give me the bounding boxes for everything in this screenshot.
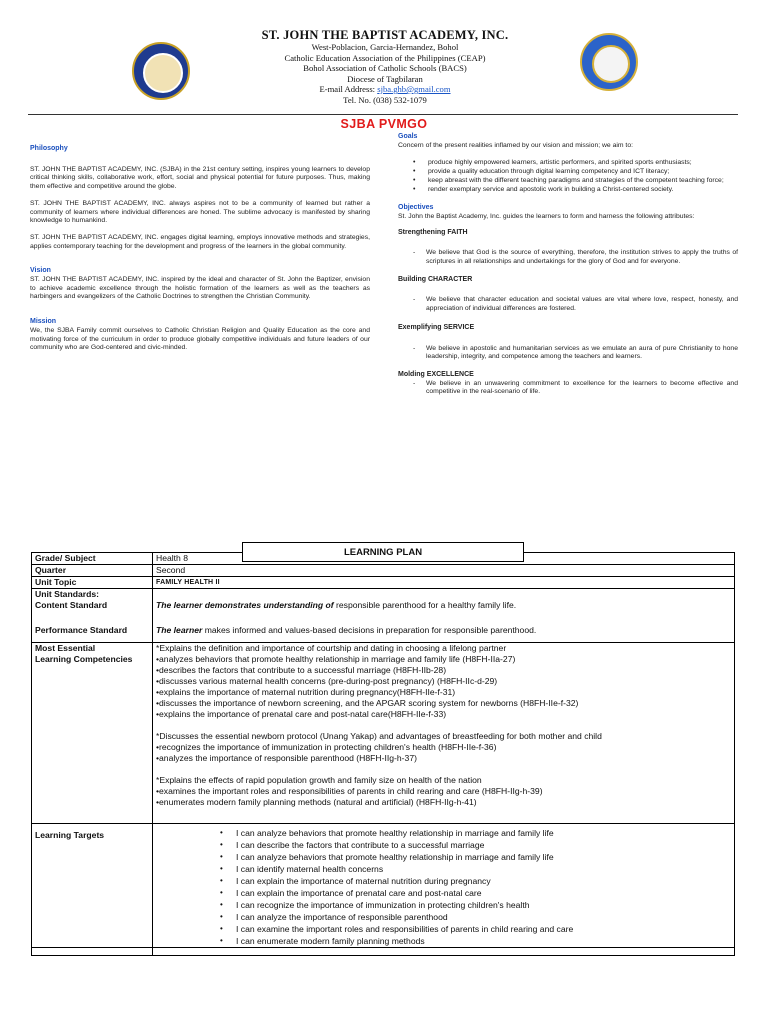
grade-subject-value: Health 8	[153, 553, 735, 565]
diocese-line: Diocese of Tagbilaran	[347, 73, 423, 84]
attribute-heading: Exemplifying SERVICE	[398, 323, 475, 331]
school-seal-left	[132, 42, 190, 100]
left-column	[30, 145, 370, 353]
affiliation-line: Catholic Education Association of the Philippines (CEAP)	[284, 52, 486, 63]
quarter-value: Second	[153, 565, 735, 577]
melc-item: *Discusses the essential newborn protocol (Unang Yakap) and advantages of breastfeeding for both mother and child	[156, 731, 602, 741]
quarter-label: Quarter	[32, 565, 153, 577]
affiliation-line: Bohol Association of Catholic Schools (BACS)	[303, 63, 467, 73]
content-standard-text	[156, 600, 731, 611]
melc-item: •analyzes behaviors that promote healthy relationship in marriage and family life (H8FH-IIa-27)	[156, 654, 516, 664]
unit-standards-label	[32, 589, 153, 643]
performance-standard-label: Performance Standard	[35, 625, 128, 635]
attribute-text: - We believe that God is the source of everything, therefore, the institution strives to apply the truths of scriptures in all relationships and undertakings for the glory of God and for everyone.	[398, 249, 738, 266]
school-name: ST. JOHN THE BAPTIST ACADEMY, INC.	[261, 28, 509, 42]
school-seal-right	[580, 33, 638, 91]
attribute-heading: Molding EXCELLENCE	[398, 370, 474, 378]
objectives-heading: Objectives	[398, 204, 434, 212]
objectives-intro: St. John the Baptist Academy, Inc. guides the learners to form and harness the following attributes:	[398, 212, 695, 220]
right-column	[398, 133, 738, 397]
melc-item: •enumerates modern family planning methods (natural and artificial) (H8FH-IIg-h-41)	[156, 797, 477, 807]
philosophy-paragraph: ST. JOHN THE BAPTIST ACADEMY, INC. (SJBA) in the 21st century setting, inspires young learners to develop critical thinking skills, collaborative work, effort, social and physical potential for future purposes. Thus, making them effective and competitive around the globe.	[30, 165, 370, 191]
table-row	[32, 577, 735, 589]
attribute-text: - We believe in apostolic and humanitarian services as we emulate an aura of pure Christianity to hone leadership, integrity, and competence among the teachers and learners.	[398, 345, 738, 362]
list-item: • I can describe the factors that contribute to a successful marriage	[218, 839, 731, 851]
goal-item: • produce highly empowered learners, artistic performers, and spirited sports enthusiasts;	[398, 159, 738, 168]
list-item: • I can explain the importance of prenatal care and post-natal care	[218, 887, 731, 899]
table-row	[32, 565, 735, 577]
vision-heading: Vision	[30, 267, 51, 275]
pvmgo-title: SJBA PVMGO	[340, 117, 428, 131]
attribute-text: - We believe in an unwavering commitment to excellence for the learners to become effective and competitive in the real-scenario of life.	[398, 380, 738, 397]
empty-cell	[32, 948, 153, 956]
address-line: West-Poblacion, Garcia-Hernandez, Bohol	[311, 42, 459, 52]
grade-subject-label: Grade/ Subject	[32, 553, 153, 565]
list-item: • I can analyze behaviors that promote healthy relationship in marriage and family life	[218, 827, 731, 839]
header-divider	[28, 114, 738, 115]
melc-item: •explains the importance of prenatal care and post-natal care(H8FH-IIe-f-33)	[156, 709, 447, 719]
melc-item: •analyzes the importance of responsible parenthood (H8FH-IIg-h-37)	[156, 753, 417, 763]
melc-item: •recognizes the importance of immunization in protecting children's health (H8FH-IIe-f-36)	[156, 742, 497, 752]
melc-label	[32, 643, 153, 824]
table-row	[32, 589, 735, 643]
school-address-block	[220, 42, 550, 105]
content-standard-lead: The learner demonstrates understanding of	[156, 600, 334, 610]
goal-item: • render exemplary service and apostolic work in building a Christ-centered society.	[398, 186, 738, 195]
content-standard-label: Content Standard	[35, 600, 108, 610]
goals-heading: Goals	[398, 133, 418, 140]
performance-standard-lead: The learner	[156, 625, 203, 635]
learning-targets-cell	[153, 824, 735, 948]
vision-text: ST. JOHN THE BAPTIST ACADEMY, INC. inspired by the ideal and character of St. John the Baptizer, envision to achieve academic excellence through the holistic formation of the learners as well as the teachers as harbingers and evangelizers of the Catholic Doctrines to strengthen the Christian Community.	[30, 276, 370, 301]
learning-targets-list	[156, 827, 731, 947]
list-item: • I can enumerate modern family planning methods	[218, 935, 731, 947]
mission-text: We, the SJBA Family commit ourselves to Catholic Christian Religion and Quality Education as the core and motivating force of the curriculum in order to produce globally competitive individuals and future leaders of our community who are God-centered and civic-minded.	[30, 326, 370, 352]
tel-line: Tel. No. (038) 532-1079	[343, 94, 427, 105]
melc-item: •examines the important roles and responsibilities of parents in child rearing and care (H8FH-IIg-h-39)	[156, 786, 543, 796]
melc-item: •discusses the importance of newborn screening, and the APGAR scoring system for newborns (H8FH-IIe-f-32)	[156, 698, 579, 708]
goal-item: • provide a quality education through digital learning competency and ICT literacy;	[398, 168, 738, 177]
list-item: • I can identify maternal health concerns	[218, 863, 731, 875]
content-standard-rest: responsible parenthood for a healthy family life.	[333, 600, 517, 610]
melc-item: •explains the importance of maternal nutrition during pregnancy(H8FH-IIe-f-31)	[156, 687, 456, 697]
performance-standard-rest: makes informed and values-based decisions in preparation for responsible parenthood.	[202, 625, 537, 635]
empty-cell	[153, 948, 735, 956]
list-item: • I can examine the important roles and responsibilities of parents in child rearing and care	[218, 923, 731, 935]
melc-item: *Explains the definition and importance of courtship and dating in choosing a lifelong partner	[156, 643, 507, 653]
learning-plan-table	[31, 552, 735, 956]
mission-heading: Mission	[30, 318, 57, 326]
melc-label-line: Learning Competencies	[35, 654, 133, 664]
unit-standards-values	[153, 589, 735, 643]
unit-topic-label: Unit Topic	[32, 577, 153, 589]
list-item: • I can analyze behaviors that promote healthy relationship in marriage and family life	[218, 851, 731, 863]
email-line	[220, 84, 550, 95]
melc-item: •discusses various maternal health concerns (pre-during-post pregnancy) (H8FH-IIc-d-29)	[156, 676, 498, 686]
goals-intro: Concern of the present realities inflamed by our vision and mission; we aim to:	[398, 141, 633, 149]
philosophy-paragraph: ST. JOHN THE BAPTIST ACADEMY, INC. always aspires not to be a community of learned but rather a community of learners where individual differences are honed. The sublime advocacy is manifested by sharing knowledge to humankind.	[30, 199, 370, 225]
unit-standards-heading: Unit Standards:	[35, 589, 99, 599]
attribute-heading: Building CHARACTER	[398, 275, 473, 283]
performance-standard-text	[156, 625, 731, 636]
table-row	[32, 824, 735, 948]
learning-plan-title: LEARNING PLAN	[242, 542, 524, 562]
melc-label-line: Most Essential	[35, 643, 96, 653]
attribute-text: - We believe that character education and societal values are vital where love, respect, honesty, and appreciation of individual differences are fostered.	[398, 296, 738, 313]
table-row	[32, 643, 735, 824]
unit-topic-value: FAMILY HEALTH II	[153, 577, 735, 589]
philosophy-heading: Philosophy	[30, 145, 68, 152]
email-link[interactable]: sjba.ghb@gmail.com	[377, 84, 451, 94]
goal-item: • keep abreast with the different teaching paradigms and strategies of the competent teaching force;	[398, 177, 738, 186]
melc-item: •describes the factors that contribute to a successful marriage (H8FH-IIb-28)	[156, 665, 447, 675]
list-item: • I can explain the importance of maternal nutrition during pregnancy	[218, 875, 731, 887]
learning-targets-label: Learning Targets	[32, 824, 153, 948]
attribute-heading: Strengthening FAITH	[398, 228, 468, 236]
table-row	[32, 948, 735, 956]
list-item: • I can analyze the importance of responsible parenthood	[218, 911, 731, 923]
email-label: E-mail Address:	[319, 84, 378, 94]
list-item: • I can recognize the importance of immunization in protecting children's health	[218, 899, 731, 911]
melc-item: *Explains the effects of rapid population growth and family size on health of the nation	[156, 775, 482, 785]
philosophy-paragraph: ST. JOHN THE BAPTIST ACADEMY, INC. engages digital learning, employs innovative methods and strategies, applies contemporary teaching for the development and progress of the learners in the global community.	[30, 233, 370, 250]
melc-list	[153, 643, 735, 824]
